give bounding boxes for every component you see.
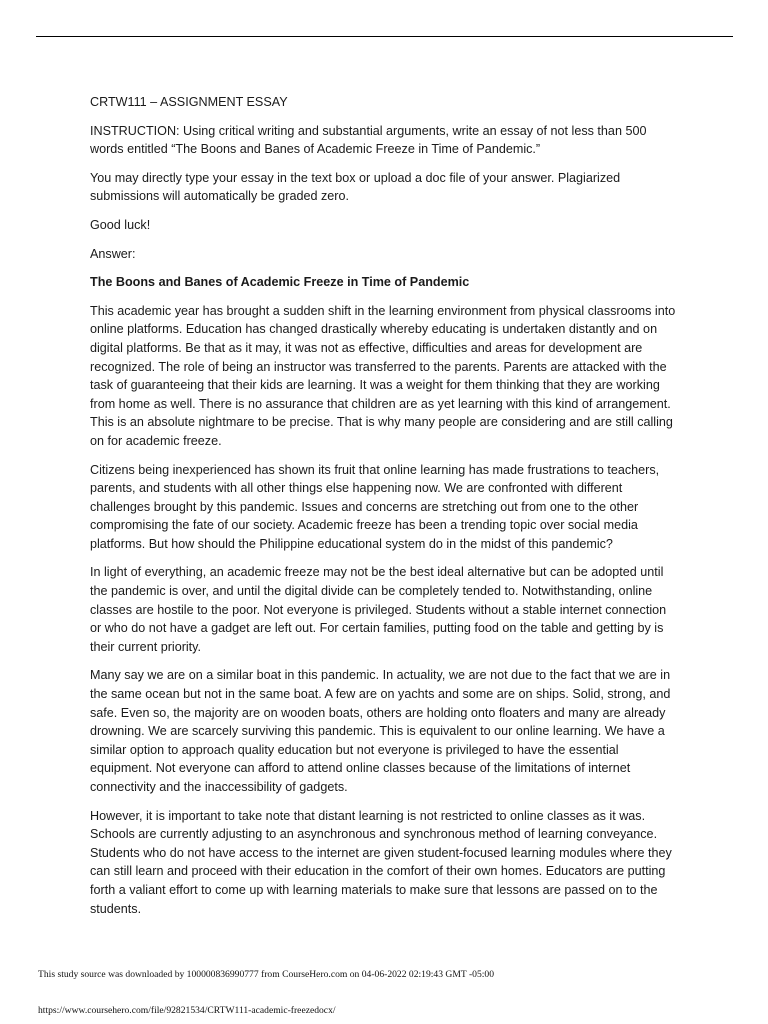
document-body: [90, 93, 680, 928]
instruction-text: INSTRUCTION: Using critical writing and substantial arguments, write an essay of not less than 500 words entitled “The Boons and Banes of Academic Freeze in Time of Pandemic.”: [90, 123, 647, 157]
essay-paragraph: Citizens being inexperienced has shown its fruit that online learning has made frustrations to teachers, parents, and students with all other things else happening now. We are confronted with different challenges brought by this pandemic. Issues and concerns are stretching out from one to the other compromising the fate of our society. Academic freeze has been a trending topic over social media platforms. But how should the Philippine educational system do in the midst of this pandemic?: [90, 462, 660, 551]
download-source-note: This study source was downloaded by 100000836990777 from CourseHero.com on 04-06-2022 02:19:43 GMT -05:00: [38, 969, 495, 980]
good-luck-text: Good luck!: [90, 217, 151, 232]
essay-paragraph: Many say we are on a similar boat in this pandemic. In actuality, we are not due to the fact that we are in the same ocean but not in the same boat. A few are on yachts and some are on ships. Solid, strong, and safe. Even so, the majority are on wooden boats, others are holding onto floaters and many are already drowning. We are scarcely surviving this pandemic. This is equivalent to our online learning. We have a similar option to approach quality education but not everyone is privileged to have the essential equipment. Not everyone can afford to attend online classes because of the limitations of internet connectivity and the inaccessibility of gadgets.: [90, 668, 671, 794]
essay-paragraph: However, it is important to take note that distant learning is not restricted to online classes as it was. Schools are currently adjusting to an asynchronous and synchronous method of learning conveyance. Students who do not have access to the internet are given student-focused learning modules where they can still learn and proceed with their education in the comfort of their own homes. Educators are putting forth a valiant effort to come up with learning materials to make sure that lessons are passed on to the students.: [90, 808, 672, 916]
top-divider: [36, 36, 733, 37]
answer-label: Answer:: [90, 246, 136, 261]
essay-paragraph: This academic year has brought a sudden shift in the learning environment from physical classrooms into online platforms. Education has changed drastically whereby educating is undertaken distantly and on digital platforms. Be that as it may, it was not as effective, difficulties and areas for development are recognized. The role of being an instructor was transferred to the parents. Parents are attacked with the task of guaranteeing that their kids are learning. It was a weight for them thinking that they are working from home as well. There is no assurance that children are as yet learning with this kind of arrangement. This is an absolute nightmare to be precise. That is why many people are considering and are still calling on for academic freeze.: [90, 303, 676, 448]
assignment-header: CRTW111 – ASSIGNMENT ESSAY: [90, 95, 288, 109]
essay-paragraph: In light of everything, an academic freeze may not be the best ideal alternative but can be adopted until the pandemic is over, and until the digital divide can be completely tended to. Notwithstanding, online classes are hostile to the poor. Not everyone is privileged. Students without a stable internet connection or who do not have a gadget are left out. For certain families, putting food on the table and getting by is their current priority.: [90, 565, 667, 654]
essay-title: The Boons and Banes of Academic Freeze in Time of Pandemic: [90, 275, 470, 290]
source-url[interactable]: https://www.coursehero.com/file/92821534/CRTW111-academic-freezedocx/: [38, 1005, 336, 1016]
submission-note: You may directly type your essay in the text box or upload a doc file of your answer. Plagiarized submissions will automatically be graded zero.: [90, 170, 621, 204]
